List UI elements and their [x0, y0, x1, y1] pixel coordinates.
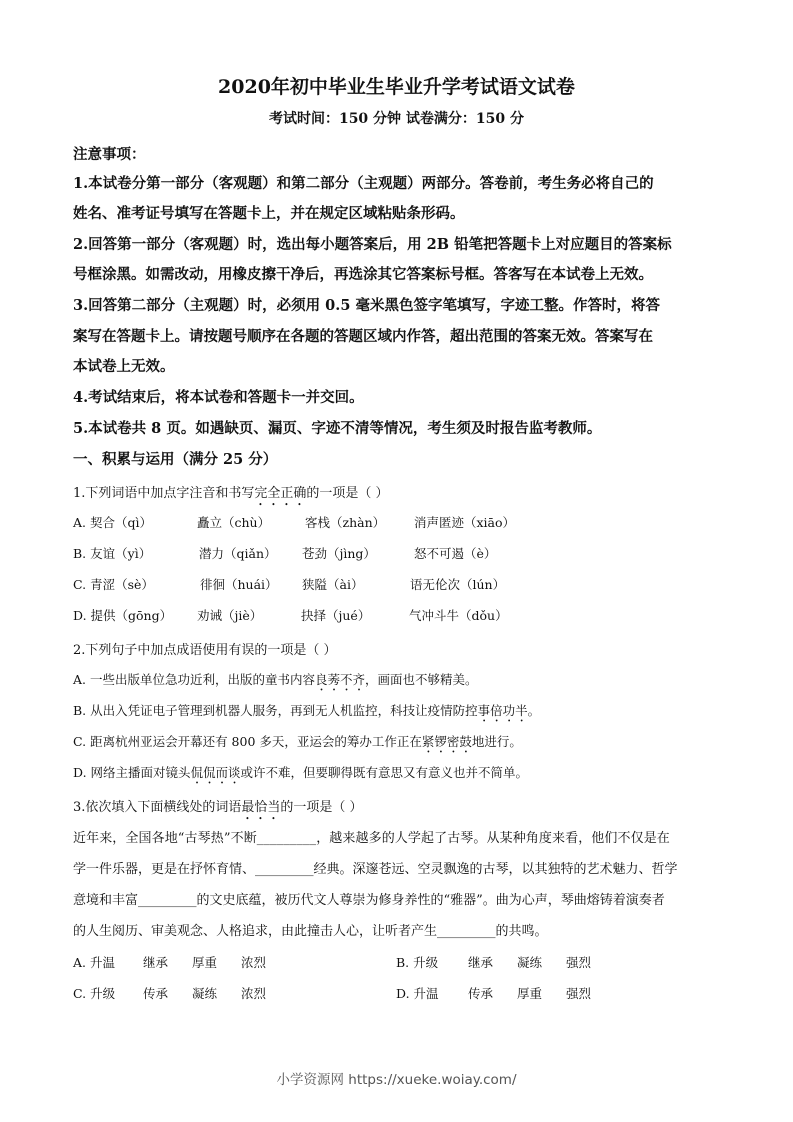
- notice-line: 号框涂黑。如需改动，用橡皮擦干净后，再选涂其它答案标号框。答客写在本试卷上无效。: [73, 266, 653, 283]
- option-text: D. 网络主播面对镜头: [73, 765, 191, 780]
- stem-emphasis: 完全正确: [254, 486, 307, 501]
- q1-option-a-4: 消声匿迹（xiāo）: [414, 515, 516, 530]
- q1-option-d-4: 气冲斗牛（dǒu）: [409, 608, 508, 623]
- option-text: 或许不难，但要聊得既有意思又有意义也并不简单。: [240, 765, 529, 780]
- option-text: 地进行。: [471, 734, 522, 749]
- q2-option-b: [73, 701, 540, 725]
- question-2-stem: 2.下列句子中加点成语使用有误的一项是（ ）: [73, 643, 337, 658]
- passage-line: 近年来，全国各地“古琴热”不断_________，越来越多的人学起了古琴。从某种角度来看，他们不仅是在: [73, 831, 670, 846]
- q1-option-b-3: 苍劲（jìng）: [302, 546, 376, 561]
- q3-option-d-4: 强烈: [566, 986, 592, 1001]
- passage-line: 的人生阅历、审美观念、人格追求，由此撞击人心，让听者产生_________的共鸣。: [73, 924, 548, 939]
- q3-option-b-3: 凝练: [517, 955, 543, 970]
- passage-line: 学一件乐器，更是在抒怀育情、_________经典。深邃苍远、空灵飘逸的古琴，以其独特的艺术魅力、哲学: [73, 862, 678, 877]
- q3-option-a-1: A. 升温: [73, 955, 115, 970]
- q3-option-d-1: D. 升温: [396, 986, 439, 1001]
- q3-option-a-2: 继承: [143, 955, 169, 970]
- q1-option-c-2: 徘徊（huái）: [200, 577, 278, 592]
- q1-option-a-3: 客栈（zhàn）: [305, 515, 386, 530]
- notice-line: 本试卷上无效。: [73, 358, 175, 375]
- q1-option-b-1: B. 友谊（yì）: [73, 546, 152, 561]
- notice-line: 1.本试卷分第一部分（客观题）和第二部分（主观题）两部分。答卷前，考生务必将自己的: [73, 175, 654, 192]
- option-text: ，画面也不够精美。: [365, 672, 478, 687]
- option-idiom: 侃侃而谈: [190, 765, 241, 780]
- q3-option-d-2: 传承: [468, 986, 494, 1001]
- option-idiom: 良莠不齐: [314, 672, 365, 687]
- q1-option-a-1: A. 契合（qì）: [73, 515, 152, 530]
- question-1-stem: [73, 482, 389, 509]
- notice-heading: 注意事项：: [73, 146, 146, 163]
- notice-line: 5.本试卷共 8 页。如遇缺页、漏页、字迹不清等情况，考生须及时报告监考教师。: [73, 420, 602, 437]
- q3-option-d-3: 厚重: [517, 986, 543, 1001]
- option-idiom: 事倍功半: [477, 703, 528, 718]
- exam-time-score: 考试时间：150 分钟 试卷满分：150 分: [268, 111, 525, 127]
- q2-option-d: [73, 763, 528, 787]
- q3-option-c-1: C. 升级: [73, 986, 116, 1001]
- q1-option-d-1: D. 提供（gōng）: [73, 608, 173, 623]
- q1-option-b-2: 潜力（qiǎn）: [199, 546, 277, 561]
- section-heading: 一、积累与运用（满分 25 分）: [73, 451, 278, 468]
- stem-emphasis: 最恰当: [241, 800, 281, 815]
- q3-option-c-3: 凝练: [192, 986, 218, 1001]
- q2-option-c: [73, 732, 522, 756]
- q1-option-d-2: 劝诫（jiè）: [197, 608, 263, 623]
- q3-option-b-1: B. 升级: [396, 955, 439, 970]
- notice-line: 4.考试结束后，将本试卷和答题卡一并交回。: [73, 389, 364, 406]
- option-text: B. 从出入凭证电子管理到机器人服务，再到无人机监控，科技让疫情防控: [73, 703, 478, 718]
- q1-option-b-4: 怒不可遏（è）: [414, 546, 497, 561]
- stem-text: 的一项是（ ）: [306, 486, 389, 501]
- stem-text: 的一项是（ ）: [280, 800, 363, 815]
- stem-text: 3.依次填入下面横线处的词语: [73, 800, 242, 815]
- option-idiom: 紧锣密鼓: [421, 734, 472, 749]
- q3-option-c-2: 传承: [143, 986, 169, 1001]
- notice-line: 案写在答题卡上。请按题号顺序在各题的答题区域内作答，超出范围的答案无效。答案写在: [73, 328, 653, 345]
- notice-line: 3.回答第二部分（主观题）时，必须用 0.5 毫米黑色签字笔填写，字迹工整。作答时，将答: [73, 297, 660, 314]
- passage-line: 意境和丰富_________的文史底蕴，被历代文人尊崇为修身养性的“雅器”。曲为心声，琴曲熔铸着演奏者: [73, 893, 665, 908]
- option-text: A. 一些出版单位急功近利，出版的童书内容: [73, 672, 315, 687]
- q1-option-c-3: 狭隘（ài）: [302, 577, 364, 592]
- q3-option-a-3: 厚重: [192, 955, 218, 970]
- option-text: 。: [527, 703, 541, 718]
- notice-line: 姓名、准考证号填写在答题卡上，并在规定区域粘贴条形码。: [73, 205, 465, 222]
- q1-option-c-4: 语无伦次（lún）: [410, 577, 506, 592]
- notice-line: 2.回答第一部分（客观题）时，选出每小题答案后，用 2B 铅笔把答题卡上对应题目的答案标: [73, 236, 672, 253]
- q3-option-a-4: 浓烈: [241, 955, 267, 970]
- q2-option-a: [73, 670, 478, 694]
- q1-option-d-3: 抉择（jué）: [301, 608, 371, 623]
- exam-title: 2020年初中毕业生毕业升学考试语文试卷: [218, 76, 575, 98]
- q3-option-c-4: 浓烈: [241, 986, 267, 1001]
- q3-option-b-2: 继承: [468, 955, 494, 970]
- stem-text: 1.下列词语中加点字注音和书写: [73, 486, 255, 501]
- q1-option-a-2: 矗立（chù）: [197, 515, 271, 530]
- option-text: C. 距离杭州亚运会开幕还有 800 多天，亚运会的筹办工作正在: [73, 734, 422, 749]
- footer-watermark: 小学资源网 https://xueke.woiay.com/: [276, 1072, 517, 1088]
- q1-option-c-1: C. 青涩（sè）: [73, 577, 154, 592]
- q3-option-b-4: 强烈: [566, 955, 592, 970]
- question-3-stem: [73, 796, 363, 823]
